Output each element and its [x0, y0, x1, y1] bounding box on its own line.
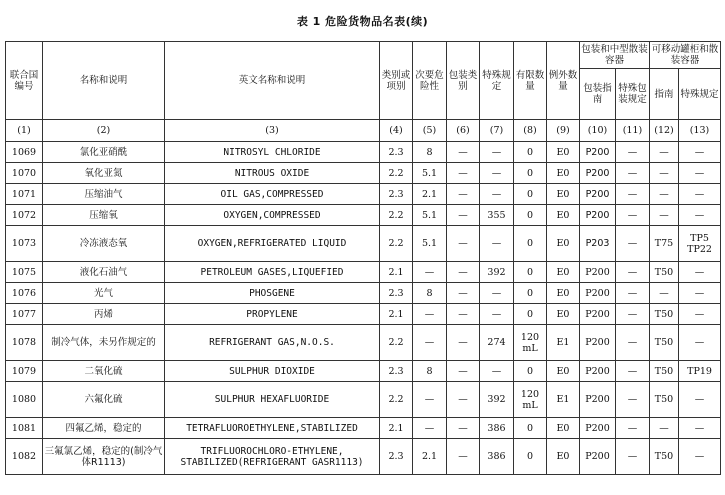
header-name-cn: 名称和说明	[43, 42, 165, 120]
special-packing-cell: —	[616, 163, 650, 184]
special-packing-cell: —	[616, 439, 650, 475]
name-cn-cell: 氧化亚氮	[43, 163, 165, 184]
limited-quantity-cell: 0	[514, 142, 547, 163]
col-number: (3)	[165, 120, 380, 142]
name-en-cell: OXYGEN,REFRIGERATED LIQUID	[165, 226, 380, 262]
name-cn-cell: 四氟乙烯，稳定的	[43, 418, 165, 439]
special-provision-cell: —	[480, 226, 514, 262]
limited-quantity-cell: 0	[514, 163, 547, 184]
packing-instruction-cell: P200	[580, 304, 616, 325]
col-number: (9)	[547, 120, 580, 142]
name-en-cell: TETRAFLUOROETHYLENE,STABILIZED	[165, 418, 380, 439]
tank-instruction-cell: —	[650, 163, 679, 184]
special-provision-cell: —	[480, 361, 514, 382]
header-limited-quantity: 有限数量	[514, 42, 547, 120]
special-provision-cell: 274	[480, 325, 514, 361]
limited-quantity-cell: 0	[514, 283, 547, 304]
un-cell: 1076	[6, 283, 43, 304]
excepted-quantity-cell: E0	[547, 184, 580, 205]
limited-quantity-cell: 0	[514, 304, 547, 325]
col-number: (1)	[6, 120, 43, 142]
limited-quantity-cell: 0	[514, 439, 547, 475]
header-special-packing: 特殊包装规定	[616, 69, 650, 120]
excepted-quantity-cell: E0	[547, 304, 580, 325]
sub-risk-cell: 2.1	[413, 439, 447, 475]
sub-risk-cell: 5.1	[413, 163, 447, 184]
class-cell: 2.2	[380, 382, 413, 418]
table-row	[6, 361, 721, 382]
packing-group-cell: —	[447, 439, 480, 475]
packing-group-cell: —	[447, 283, 480, 304]
col-number: (6)	[447, 120, 480, 142]
table-row	[6, 262, 721, 283]
tank-special-cell: —	[679, 163, 721, 184]
table-row	[6, 226, 721, 262]
excepted-quantity-cell: E1	[547, 382, 580, 418]
tank-special-cell: —	[679, 304, 721, 325]
class-cell: 2.1	[380, 418, 413, 439]
special-provision-cell: —	[480, 184, 514, 205]
sub-risk-cell: —	[413, 325, 447, 361]
name-en-cell: NITROUS OXIDE	[165, 163, 380, 184]
packing-group-cell: —	[447, 184, 480, 205]
tank-special-cell: —	[679, 382, 721, 418]
table-row	[6, 439, 721, 475]
header-sub-risk: 次要危险性	[413, 42, 447, 120]
name-en-cell: REFRIGERANT GAS,N.O.S.	[165, 325, 380, 361]
header-excepted-quantity: 例外数量	[547, 42, 580, 120]
table-row	[6, 163, 721, 184]
tank-special-cell: TP19	[679, 361, 721, 382]
tank-instruction-cell: —	[650, 283, 679, 304]
class-cell: 2.3	[380, 184, 413, 205]
limited-quantity-cell: 0	[514, 184, 547, 205]
name-cn-cell: 二氧化硫	[43, 361, 165, 382]
col-number: (7)	[480, 120, 514, 142]
sub-risk-cell: —	[413, 304, 447, 325]
tank-instruction-cell: —	[650, 205, 679, 226]
header-class: 类别或项别	[380, 42, 413, 120]
name-en-cell: PHOSGENE	[165, 283, 380, 304]
excepted-quantity-cell: E0	[547, 283, 580, 304]
column-number-row	[6, 120, 721, 142]
un-cell: 1073	[6, 226, 43, 262]
header-name-en: 英文名称和说明	[165, 42, 380, 120]
limited-quantity-cell: 0	[514, 262, 547, 283]
table-row	[6, 304, 721, 325]
packing-instruction-cell: P200	[580, 142, 616, 163]
un-cell: 1081	[6, 418, 43, 439]
header-un-number: 联合国编号	[6, 42, 43, 120]
sub-risk-cell: 5.1	[413, 205, 447, 226]
header-tank-special: 特殊规定	[679, 69, 721, 120]
special-packing-cell: —	[616, 361, 650, 382]
excepted-quantity-cell: E0	[547, 205, 580, 226]
name-cn-cell: 压缩油气	[43, 184, 165, 205]
name-cn-cell: 冷冻液态氧	[43, 226, 165, 262]
name-en-cell: PETROLEUM GASES,LIQUEFIED	[165, 262, 380, 283]
special-provision-cell: 386	[480, 439, 514, 475]
special-provision-cell: 392	[480, 382, 514, 418]
special-provision-cell: 386	[480, 418, 514, 439]
tank-instruction-cell: T50	[650, 439, 679, 475]
tank-instruction-cell: T50	[650, 325, 679, 361]
table-row	[6, 142, 721, 163]
sub-risk-cell: —	[413, 382, 447, 418]
table-row	[6, 184, 721, 205]
name-en-cell: NITROSYL CHLORIDE	[165, 142, 380, 163]
class-cell: 2.3	[380, 283, 413, 304]
tank-special-cell: —	[679, 184, 721, 205]
un-cell: 1075	[6, 262, 43, 283]
tank-special-cell: —	[679, 418, 721, 439]
packing-instruction-cell: P200	[580, 163, 616, 184]
excepted-quantity-cell: E0	[547, 418, 580, 439]
packing-group-cell: —	[447, 226, 480, 262]
name-cn-cell: 压缩氧	[43, 205, 165, 226]
excepted-quantity-cell: E0	[547, 163, 580, 184]
special-packing-cell: —	[616, 205, 650, 226]
col-number: (4)	[380, 120, 413, 142]
limited-quantity-cell: 0	[514, 361, 547, 382]
limited-quantity-cell: 120 mL	[514, 382, 547, 418]
packing-group-cell: —	[447, 382, 480, 418]
packing-instruction-cell: P200	[580, 382, 616, 418]
excepted-quantity-cell: E0	[547, 142, 580, 163]
name-cn-cell: 三氟氯乙烯，稳定的(制冷气体R1113)	[43, 439, 165, 475]
tank-instruction-cell: —	[650, 184, 679, 205]
packing-group-cell: —	[447, 163, 480, 184]
name-cn-cell: 制冷气体，未另作规定的	[43, 325, 165, 361]
sub-risk-cell: —	[413, 262, 447, 283]
packing-instruction-cell: P200	[580, 205, 616, 226]
header-packing-instruction: 包装指南	[580, 69, 616, 120]
table-row	[6, 325, 721, 361]
header-packaging-ibc: 包装和中型散装容器	[580, 42, 650, 69]
header-portable-tanks: 可移动罐柜和散装容器	[650, 42, 721, 69]
table-row	[6, 205, 721, 226]
sub-risk-cell: 5.1	[413, 226, 447, 262]
tank-special-cell: —	[679, 205, 721, 226]
table-row	[6, 418, 721, 439]
table-row	[6, 382, 721, 418]
name-cn-cell: 丙烯	[43, 304, 165, 325]
excepted-quantity-cell: E0	[547, 361, 580, 382]
packing-instruction-cell: P203	[580, 226, 616, 262]
special-packing-cell: —	[616, 325, 650, 361]
excepted-quantity-cell: E1	[547, 325, 580, 361]
tank-instruction-cell: T50	[650, 382, 679, 418]
col-number: (11)	[616, 120, 650, 142]
class-cell: 2.2	[380, 163, 413, 184]
tank-special-cell: TP5 TP22	[679, 226, 721, 262]
sub-risk-cell: 8	[413, 142, 447, 163]
tank-instruction-cell: —	[650, 142, 679, 163]
header-packing-group: 包装类别	[447, 42, 480, 120]
packing-group-cell: —	[447, 304, 480, 325]
name-cn-cell: 光气	[43, 283, 165, 304]
special-packing-cell: —	[616, 142, 650, 163]
sub-risk-cell: —	[413, 418, 447, 439]
class-cell: 2.1	[380, 262, 413, 283]
col-number: (2)	[43, 120, 165, 142]
special-packing-cell: —	[616, 418, 650, 439]
packing-group-cell: —	[447, 418, 480, 439]
class-cell: 2.3	[380, 361, 413, 382]
limited-quantity-cell: 0	[514, 205, 547, 226]
table-row	[6, 283, 721, 304]
table-title: 表 1 危险货物品名表(续)	[296, 15, 429, 28]
col-number: (8)	[514, 120, 547, 142]
special-provision-cell: —	[480, 163, 514, 184]
sub-risk-cell: 8	[413, 283, 447, 304]
name-en-cell: SULPHUR DIOXIDE	[165, 361, 380, 382]
packing-instruction-cell: P200	[580, 262, 616, 283]
un-cell: 1082	[6, 439, 43, 475]
packing-group-cell: —	[447, 325, 480, 361]
class-cell: 2.2	[380, 325, 413, 361]
special-provision-cell: 392	[480, 262, 514, 283]
sub-risk-cell: 8	[413, 361, 447, 382]
special-packing-cell: —	[616, 226, 650, 262]
special-provision-cell: 355	[480, 205, 514, 226]
dangerous-goods-table	[5, 41, 721, 475]
tank-instruction-cell: T50	[650, 361, 679, 382]
limited-quantity-cell: 0	[514, 418, 547, 439]
special-provision-cell: —	[480, 304, 514, 325]
special-provision-cell: —	[480, 142, 514, 163]
class-cell: 2.2	[380, 226, 413, 262]
un-cell: 1080	[6, 382, 43, 418]
packing-instruction-cell: P200	[580, 325, 616, 361]
class-cell: 2.1	[380, 304, 413, 325]
packing-group-cell: —	[447, 205, 480, 226]
sub-risk-cell: 2.1	[413, 184, 447, 205]
col-number: (13)	[679, 120, 721, 142]
tank-special-cell: —	[679, 142, 721, 163]
limited-quantity-cell: 0	[514, 226, 547, 262]
un-cell: 1079	[6, 361, 43, 382]
tank-instruction-cell: T50	[650, 304, 679, 325]
excepted-quantity-cell: E0	[547, 262, 580, 283]
header-tank-instruction: 指南	[650, 69, 679, 120]
un-cell: 1072	[6, 205, 43, 226]
name-cn-cell: 液化石油气	[43, 262, 165, 283]
name-en-cell: OIL GAS,COMPRESSED	[165, 184, 380, 205]
special-packing-cell: —	[616, 262, 650, 283]
packing-instruction-cell: P200	[580, 418, 616, 439]
packing-group-cell: —	[447, 142, 480, 163]
packing-instruction-cell: P200	[580, 184, 616, 205]
packing-group-cell: —	[447, 262, 480, 283]
special-packing-cell: —	[616, 304, 650, 325]
class-cell: 2.3	[380, 439, 413, 475]
tank-special-cell: —	[679, 439, 721, 475]
col-number: (12)	[650, 120, 679, 142]
un-cell: 1069	[6, 142, 43, 163]
name-en-cell: OXYGEN,COMPRESSED	[165, 205, 380, 226]
special-packing-cell: —	[616, 382, 650, 418]
name-en-cell: TRIFLUOROCHLORO-ETHYLENE, STABILIZED(REFRIGERANT GASR1113)	[165, 439, 380, 475]
special-provision-cell: —	[480, 283, 514, 304]
un-cell: 1071	[6, 184, 43, 205]
excepted-quantity-cell: E0	[547, 439, 580, 475]
tank-instruction-cell: —	[650, 418, 679, 439]
special-packing-cell: —	[616, 283, 650, 304]
un-cell: 1070	[6, 163, 43, 184]
col-number: (10)	[580, 120, 616, 142]
packing-instruction-cell: P200	[580, 283, 616, 304]
class-cell: 2.3	[380, 142, 413, 163]
un-cell: 1077	[6, 304, 43, 325]
name-cn-cell: 六氟化硫	[43, 382, 165, 418]
tank-instruction-cell: T50	[650, 262, 679, 283]
special-packing-cell: —	[616, 184, 650, 205]
name-en-cell: PROPYLENE	[165, 304, 380, 325]
tank-instruction-cell: T75	[650, 226, 679, 262]
excepted-quantity-cell: E0	[547, 226, 580, 262]
tank-special-cell: —	[679, 325, 721, 361]
class-cell: 2.2	[380, 205, 413, 226]
tank-special-cell: —	[679, 283, 721, 304]
tank-special-cell: —	[679, 262, 721, 283]
col-number: (5)	[413, 120, 447, 142]
header-special-provisions: 特殊规定	[480, 42, 514, 120]
name-cn-cell: 氯化亚硝酰	[43, 142, 165, 163]
packing-instruction-cell: P200	[580, 361, 616, 382]
packing-group-cell: —	[447, 361, 480, 382]
limited-quantity-cell: 120 mL	[514, 325, 547, 361]
un-cell: 1078	[6, 325, 43, 361]
packing-instruction-cell: P200	[580, 439, 616, 475]
name-en-cell: SULPHUR HEXAFLUORIDE	[165, 382, 380, 418]
